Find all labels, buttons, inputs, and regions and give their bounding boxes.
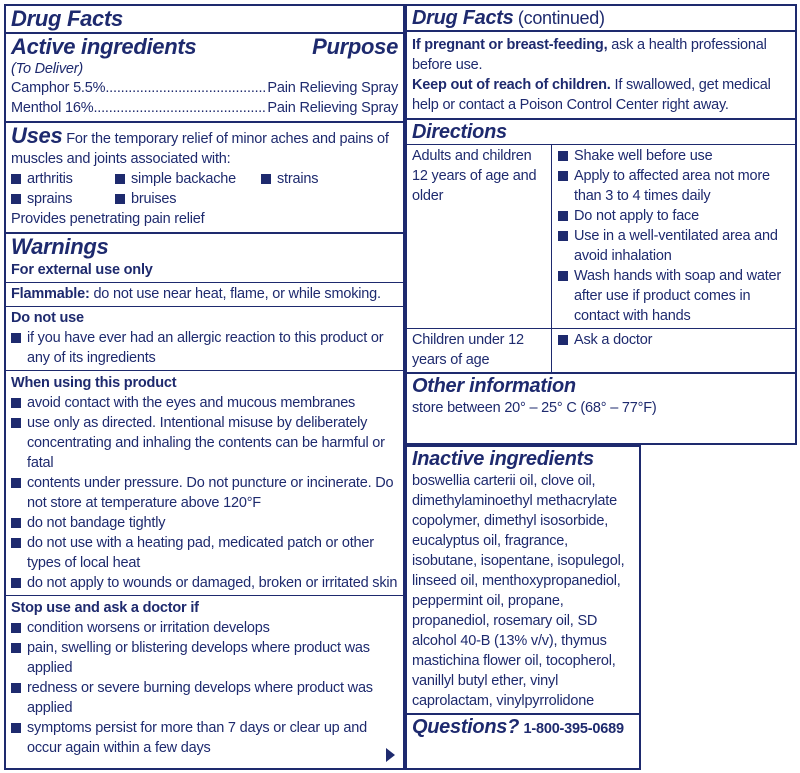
list-item: contents under pressure. Do not puncture or incinerate. Do not store at temperature above 120°F [11, 473, 398, 513]
inactive-ingredients-section [407, 447, 639, 715]
active-ingredients-section [6, 34, 403, 123]
bullet-square-icon [558, 335, 568, 345]
bullet-square-icon [115, 174, 125, 184]
other-information-section [407, 374, 795, 421]
list-item: avoid contact with the eyes and mucous membranes [11, 393, 398, 413]
flammable-warning [6, 283, 403, 307]
directions-instructions [552, 329, 795, 372]
list-item: Ask a doctor [558, 330, 790, 350]
bullet-square-icon [558, 171, 568, 181]
list-item: Apply to affected area not more than 3 to 4 times daily [558, 166, 790, 206]
bullet-square-icon [558, 271, 568, 281]
bullet-square-icon [11, 723, 21, 733]
stop-use-heading: Stop use and ask a doctor if [11, 600, 199, 616]
uses-item: arthritis [11, 169, 115, 189]
directions-age-group: Adults and children 12 years of age and older [407, 145, 552, 329]
inactive-ingredients-text: boswellia carterii oil, clove oil, dimethylaminoethyl methacrylate copolymer, dimethyl isosorbide, eucalyptus oil, fragrance, isobutane, isopentane, isopulegol, linseed oil, menthoxypropanediol, peppermint oil, propane, propanediol, rosemary oil, SD alcohol 40-B (13% v/v), thymus mastichina flower oil, tocopherol, vanillyl butyl ether, vinyl caprolactam, vinylpyrrolidone [412, 473, 625, 709]
active-ingredient-name: Menthol 16% [11, 100, 94, 116]
other-information-heading: Other information [412, 375, 576, 397]
purpose-heading: Purpose [312, 34, 398, 59]
list-item: use only as directed. Intentional misuse by deliberately concentrating and inhaling the contents can be harmful or fatal [11, 413, 398, 473]
list-item: Use in a well-ventilated area and avoid inhalation [558, 226, 790, 266]
flammable-text: do not use near heat, flame, or while smoking. [93, 286, 381, 302]
list-item: do not bandage tightly [11, 513, 398, 533]
list-item: do not apply to wounds or damaged, broken or irritated skin [11, 573, 398, 593]
pregnancy-children-section [407, 32, 795, 120]
bullet-square-icon [558, 231, 568, 241]
do-not-use-section [6, 307, 403, 371]
list-item: condition worsens or irritation develops [11, 618, 398, 638]
active-ingredients-subheading: (To Deliver) [11, 61, 83, 77]
uses-extra-text: Provides penetrating pain relief [11, 211, 205, 227]
bullet-square-icon [11, 623, 21, 633]
active-ingredient-purpose: Pain Relieving Spray [267, 100, 398, 116]
uses-item: strains [261, 169, 401, 189]
other-information-text: store between 20° – 25° C (68° – 77°F) [412, 400, 657, 416]
list-item: Do not apply to face [558, 206, 790, 226]
warnings-section [6, 234, 403, 760]
list-item: do not use with a heating pad, medicated patch or other types of local heat [11, 533, 398, 573]
uses-section [6, 123, 403, 234]
bullet-square-icon [11, 643, 21, 653]
external-use-text: For external use only [11, 262, 153, 278]
keep-away-children-text: If swallowed, get medical help or contact a Poison Control Center right away. [412, 77, 771, 113]
drug-facts-left-panel [4, 4, 405, 770]
bullet-square-icon [558, 151, 568, 161]
questions-phone: 1-800-395-0689 [523, 721, 624, 737]
list-item: if you have ever had an allergic reaction to this product or any of its ingredients [11, 328, 398, 368]
bullet-square-icon [261, 174, 271, 184]
drug-facts-right-panel [405, 4, 797, 445]
directions-age-group: Children under 12 years of age [407, 329, 552, 372]
directions-section [407, 120, 795, 374]
active-ingredient-row [11, 78, 398, 98]
bullet-square-icon [558, 211, 568, 221]
active-ingredient-purpose: Pain Relieving Spray [267, 80, 398, 96]
warnings-heading: Warnings [11, 234, 109, 259]
drug-facts-continued-title [407, 6, 795, 32]
uses-text: For the temporary relief of minor aches and pains of muscles and joints associated with: [11, 131, 389, 167]
bullet-square-icon [11, 518, 21, 528]
list-item: symptoms persist for more than 7 days or clear up and occur again within a few days [11, 718, 398, 758]
do-not-use-heading: Do not use [11, 310, 84, 326]
inactive-ingredients-panel [405, 445, 641, 770]
uses-item: sprains [11, 189, 115, 209]
uses-item: bruises [115, 189, 261, 209]
bullet-square-icon [11, 578, 21, 588]
drug-facts-title-section [6, 6, 403, 34]
bullet-square-icon [11, 174, 21, 184]
continued-label: (continued) [517, 8, 605, 28]
drug-facts-continued-heading: Drug Facts [412, 7, 514, 29]
flammable-label: Flammable: [11, 286, 90, 302]
active-ingredients-heading: Active ingredients [11, 34, 197, 59]
when-using-heading: When using this product [11, 375, 177, 391]
bullet-square-icon [11, 538, 21, 548]
when-using-section [6, 371, 403, 596]
directions-table [407, 145, 795, 372]
uses-heading: Uses [11, 123, 63, 148]
stop-use-section [6, 596, 403, 760]
questions-label: Questions? [412, 716, 520, 738]
directions-instructions [552, 145, 795, 329]
list-item: Shake well before use [558, 146, 790, 166]
questions-section [407, 715, 639, 742]
list-item: pain, swelling or blistering develops where product was applied [11, 638, 398, 678]
bullet-square-icon [11, 333, 21, 343]
bullet-square-icon [11, 683, 21, 693]
bullet-square-icon [11, 478, 21, 488]
pregnant-text: ask a health professional before use. [412, 37, 767, 73]
pregnant-label: If pregnant or breast-feeding, [412, 37, 608, 53]
active-ingredient-row [11, 98, 398, 118]
inactive-ingredients-heading: Inactive ingredients [412, 448, 594, 470]
list-item: redness or severe burning develops where product was applied [11, 678, 398, 718]
keep-away-children-label: Keep out of reach of children. [412, 77, 611, 93]
drug-facts-title: Drug Facts [11, 6, 123, 31]
bullet-square-icon [11, 398, 21, 408]
bullet-square-icon [115, 194, 125, 204]
bullet-square-icon [11, 418, 21, 428]
bullet-square-icon [11, 194, 21, 204]
uses-item: simple backache [115, 169, 261, 189]
continued-arrow-icon [386, 748, 395, 762]
active-ingredient-name: Camphor 5.5% [11, 80, 106, 96]
directions-heading: Directions [412, 121, 507, 143]
list-item: Wash hands with soap and water after use if product comes in contact with hands [558, 266, 790, 326]
